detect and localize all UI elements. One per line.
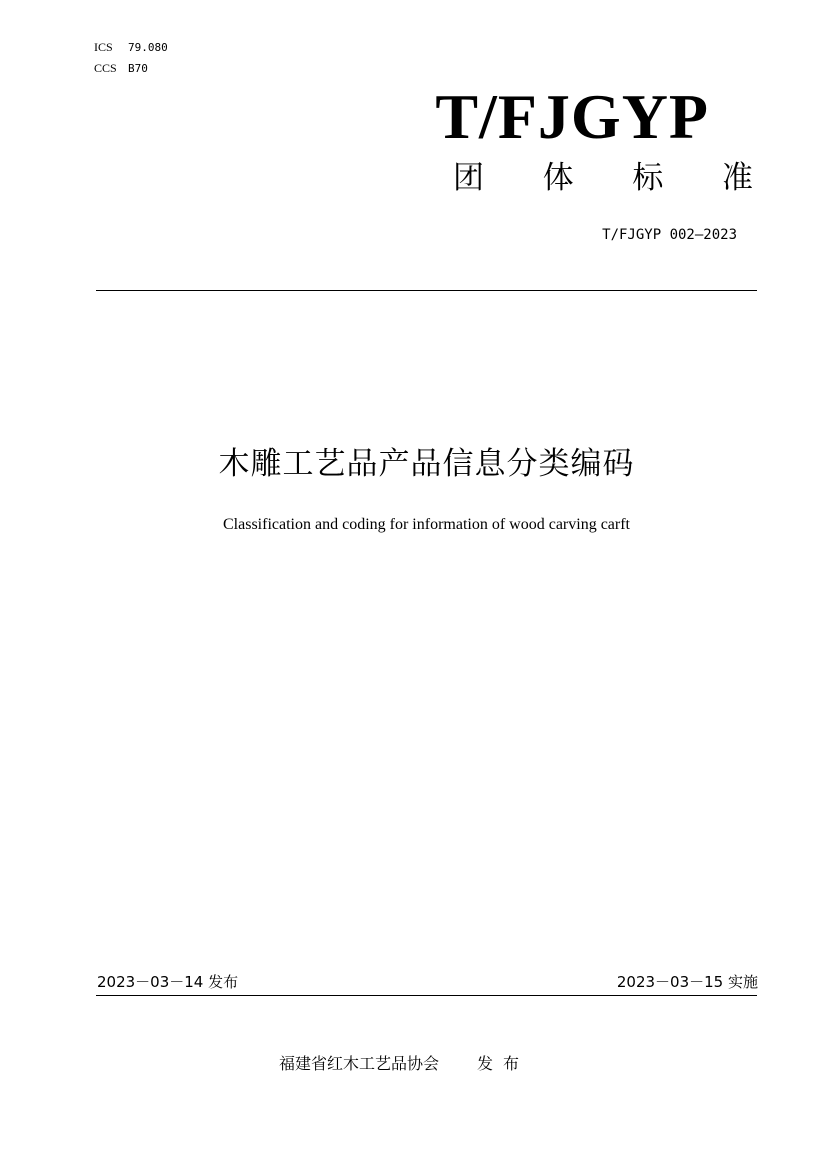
standard-brand: T/FJGYP <box>435 81 709 152</box>
standard-type-char: 团 <box>453 160 484 196</box>
ics-label: ICS <box>94 40 113 54</box>
ics-value: 79.080 <box>128 41 168 54</box>
implement-date: 2023－03－15 实施 <box>616 973 758 991</box>
standard-number: T/FJGYP 002—2023 <box>602 227 737 243</box>
standard-type-char: 准 <box>721 160 753 196</box>
ccs-value: B70 <box>128 62 148 75</box>
ccs-line <box>94 61 148 76</box>
standard-type <box>453 158 753 198</box>
header-divider <box>96 290 757 291</box>
publish-date: 2023－03－14 发布 <box>97 973 239 991</box>
standard-type-char: 标 <box>632 160 664 196</box>
ccs-label: CCS <box>94 61 117 75</box>
ics-line <box>94 40 168 55</box>
footer-divider <box>96 995 757 996</box>
document-title-zh: 木雕工艺品产品信息分类编码 <box>218 446 635 482</box>
standard-type-char: 体 <box>542 160 574 196</box>
publisher-line <box>279 1053 529 1075</box>
publisher-name: 福建省红木工艺品协会 <box>279 1054 440 1073</box>
publisher-action: 发布 <box>477 1054 530 1073</box>
document-title-en: Classification and coding for information of wood carving carft <box>223 516 630 533</box>
